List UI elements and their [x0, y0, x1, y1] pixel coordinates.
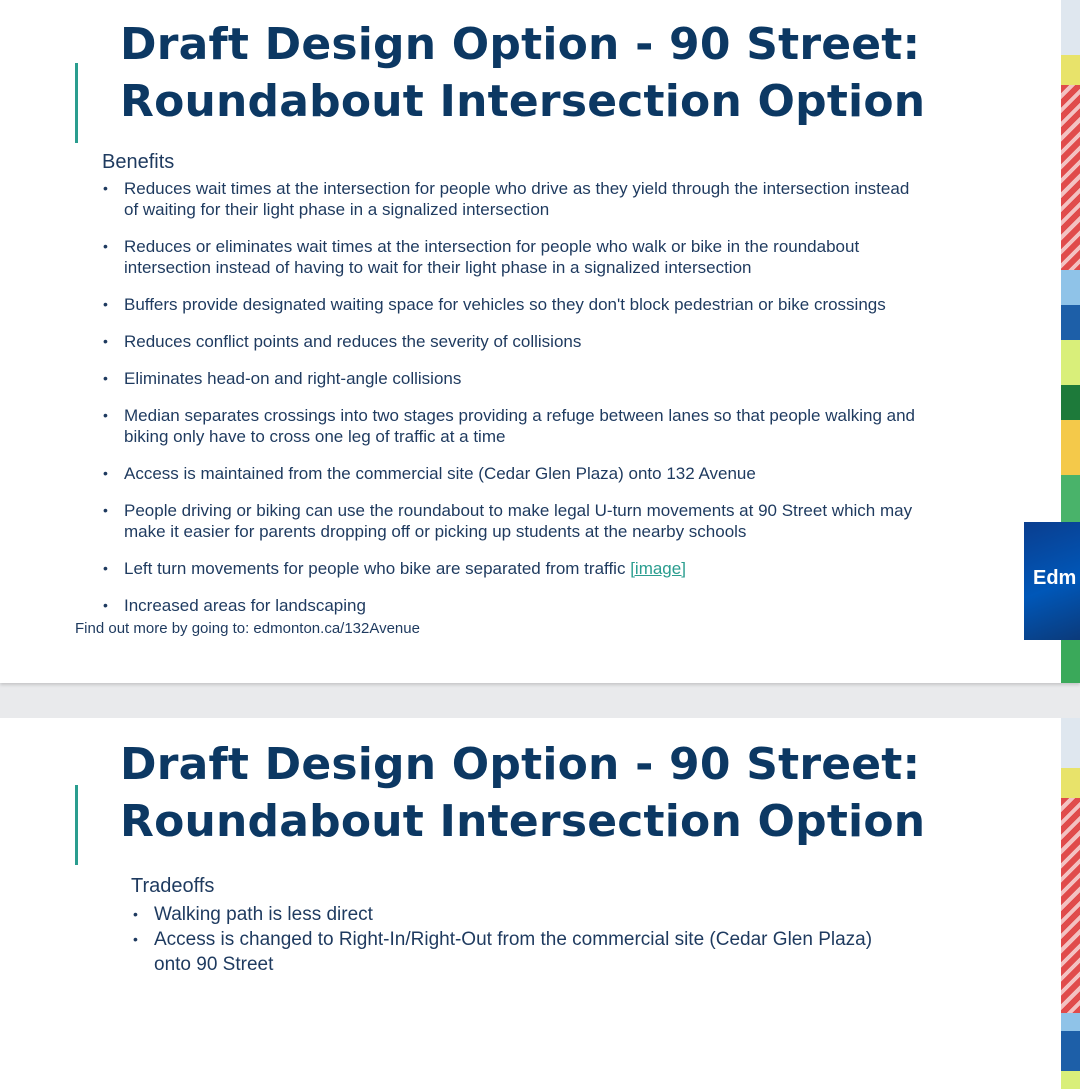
benefits-list — [103, 178, 924, 616]
page-title — [120, 736, 925, 850]
bullet-icon: • — [103, 597, 108, 613]
bullet-icon: • — [103, 180, 108, 196]
image-link[interactable]: [image] — [630, 559, 686, 578]
list-item: • Access is maintained from the commercial site (Cedar Glen Plaza) onto 132 Avenue — [103, 464, 756, 483]
list-item: • Reduces conflict points and reduces the severity of collisions — [103, 332, 582, 351]
title-line-2: Roundabout Intersection Option — [120, 796, 926, 847]
bullet-icon: • — [103, 333, 108, 349]
title-accent-bar — [75, 63, 78, 143]
title-line-1: Draft Design Option - 90 Street: — [120, 739, 921, 790]
list-item: • People driving or biking can use the roundabout to make legal U-turn movements at 90 Street which may make it easier for parents dropping off or picking up students at the nearby schools — [103, 501, 913, 541]
list-item: • Access is changed to Right-In/Right-Out from the commercial site (Cedar Glen Plaza) onto 90 Street — [133, 929, 873, 975]
bullet-icon: • — [103, 370, 108, 386]
list-item: • Reduces wait times at the intersection for people who drive as they yield through the intersection instead of waiting for their light phase in a signalized intersection — [103, 179, 910, 219]
title-line-2: Roundabout Intersection Option — [120, 76, 926, 127]
bullet-icon: • — [133, 906, 138, 922]
edmonton-logo: Edm — [1024, 522, 1080, 640]
bullet-icon: • — [103, 407, 108, 423]
decorative-strip — [1061, 718, 1080, 1089]
section-heading-benefits: Benefits — [102, 151, 175, 173]
bullet-icon: • — [103, 238, 108, 254]
list-item: • Median separates crossings into two stages providing a refuge between lanes so that people walking and biking only have to cross one leg of traffic at a time — [103, 406, 915, 446]
bullet-icon: • — [103, 465, 108, 481]
list-item: • Buffers provide designated waiting space for vehicles so they don't block pedestrian or bike crossings — [103, 295, 886, 314]
bullet-icon: • — [103, 560, 108, 576]
list-item: • Increased areas for landscaping — [103, 596, 366, 615]
title-line-1: Draft Design Option - 90 Street: — [120, 19, 921, 70]
bullet-icon: • — [133, 931, 138, 947]
bullet-icon: • — [103, 296, 108, 312]
page-title — [120, 16, 925, 130]
list-item: • Eliminates head-on and right-angle collisions — [103, 369, 462, 388]
list-item: • Walking path is less direct — [133, 904, 373, 925]
slide-tradeoffs — [0, 718, 1080, 1089]
list-item: • Reduces or eliminates wait times at the intersection for people who walk or bike in the roundabout intersection instead of having to wait for their light phase in a signalized intersection — [103, 237, 860, 277]
footer-more-info: Find out more by going to: edmonton.ca/132Avenue — [75, 620, 420, 637]
bullet-icon: • — [103, 502, 108, 518]
tradeoffs-list — [133, 902, 914, 977]
title-accent-bar — [75, 785, 78, 865]
section-heading-tradeoffs: Tradeoffs — [131, 875, 215, 897]
list-item: • Left turn movements for people who bike are separated from traffic [image] — [103, 559, 686, 578]
